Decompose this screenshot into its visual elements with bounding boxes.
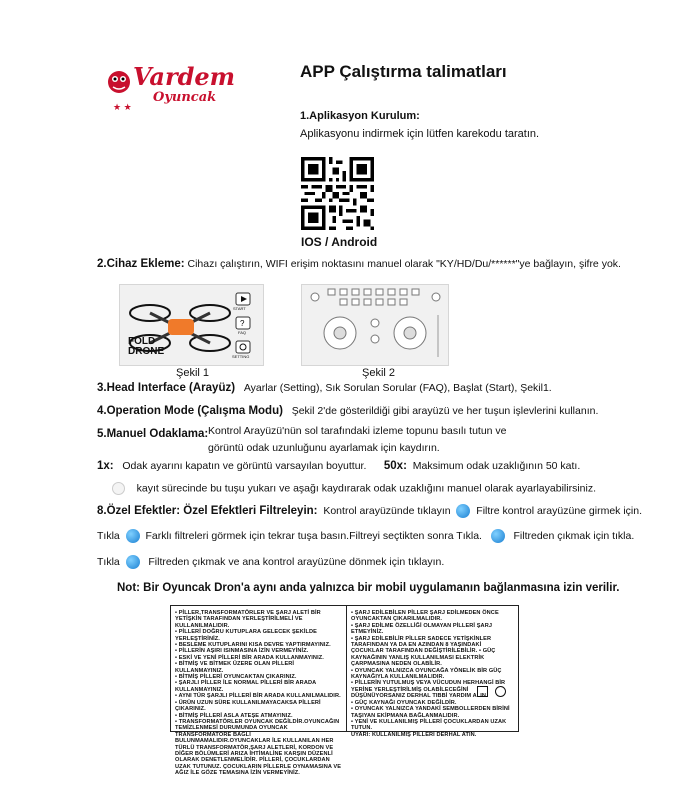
step1-heading: 1.Aplikasyon Kurulum: <box>300 110 420 122</box>
step4-label: 4.Operation Mode (Çalışma Modu) <box>97 405 283 417</box>
warning-item: • ÜRÜN UZUN SÜRE KULLANILMAYACAKSA PİLLERİ ÇIKARINIZ. <box>175 699 321 713</box>
filter-icon[interactable] <box>456 504 470 518</box>
step5-line2: görüntü odak uzunluğunu ayarlamak için kaydırın. <box>208 442 440 454</box>
fig1-btn-label-setting: SETTING <box>232 354 250 359</box>
figure-2-caption: Şekil 2 <box>362 367 396 379</box>
fig1-btn-label-faq: FAQ <box>238 330 247 335</box>
warning-box-left <box>170 605 347 777</box>
warning-item: • PİLLERİN AŞIRI ISINMASINA İZİN VERMEYİNİZ. <box>175 648 309 655</box>
figure-1-caption: Şekil 1 <box>176 367 210 379</box>
step3-text: Ayarlar (Setting), Sık Sorulan Sorular (FAQ), Başlat (Start), Şekil1. <box>243 382 552 394</box>
step2-row <box>97 258 621 270</box>
fig1-btn-label-start: START <box>233 306 246 311</box>
warning-item: • TRANSFORMATÖRLER OYUNCAK DEĞİLDİR.OYUNCAĞIN TEMİZLENMESİ DURUMUNDA OYUNCAK TRANSFORMATÖRE BAĞLI BULUNMAMALIDIR.OYUNCAKLAR İLE KULLANILAN HER TÜRLÜ TRANSFORMATÖR,ŞARJ ALETLERİ, KORDON VE DİĞER BÖLÜMLERİ ARIZA İHTİMALİNE KARŞIN DÜZENLİ OLARAK DENETLENMELİDİR. PİLLERİ, ÇOCUKLARDAN UZAK TUTUNUZ. ÇOCUKLARIN PİLLERLE OYNAMASINA VE AĞIZ İLE GÖZE TEMASINA İZİN VERMEYİNİZ. <box>175 718 342 777</box>
focus-knob-icon[interactable] <box>112 482 125 495</box>
filter-switch-icon[interactable] <box>126 529 140 543</box>
step8-text4: Filtreden çıkmak için tıkla. <box>513 529 635 542</box>
warning-item: • YENİ VE KULLANILMIŞ PİLLERİ ÇOCUKLARDAN UZAK TUTUN. <box>351 718 507 732</box>
record-text: kayıt sürecinde bu tuşu yukarı ve aşağı kaydırarak odak uzaklığını manuel olarak ayarlayabilirsiniz. <box>136 482 596 495</box>
zoom-1x-text: Odak ayarını kapatın ve görüntü varsayılan boyuttur. <box>122 460 367 472</box>
brand-logo <box>105 60 236 120</box>
warning-item: • ESKİ VE YENİ PİLLERİ BİR ARADA KULLANMAYINIZ. <box>175 654 324 661</box>
warning-list-left <box>175 610 342 777</box>
tikla-label: Tıkla <box>97 529 120 542</box>
zoom-1x-label: 1x: <box>97 460 114 472</box>
transformer-symbol-icon <box>477 686 488 697</box>
safety-symbols <box>477 684 506 702</box>
zoom-50x-label: 50x: <box>383 460 407 472</box>
warning-item: • OYUNCAK YALNIZCA YANDAKİ SEMBOLLERDEN BİRİNİ TAŞIYAN EKİPMANA BAĞLANMALIDIR. <box>351 706 510 719</box>
warning-box-right <box>346 605 519 738</box>
warning-item: • OYUNCAK YALNIZCA OYUNCAĞA YÖNELİK BİR GÜÇ KAYNAĞIYLA KULLANILMALIDIR. <box>351 667 502 681</box>
warning-item: • PİLLERİN YUTULMUŞ VEYA VÜCUDUN HERHANGİ BİR YERİNE YERLEŞTİRİLMİŞ OLABİLECEĞİNİ DÜŞÜNÜYORSANIZ DERHAL TIBBİ YARDIM ALIN. <box>351 680 506 700</box>
figure-1-image <box>119 284 264 366</box>
warning-item: • ŞARJ EDİLEBİLİR PİLLER SADECE YETİŞKİNLER TARAFINDAN YA DA EN AZINDAN 8 YAŞINDAKİ ÇOCUKLAR TARAFINDAN DEĞİŞTİRİLEBİLİR. • GÜÇ KAYNAĞININ YANLIŞ KULLANILMASI ELEKTRİK ÇARPMASINA NEDEN OLABİLİR. <box>351 635 496 668</box>
step4-text: Şekil 2'de gösterildiği gibi arayüzü ve her tuşun işlevlerini kullanın. <box>291 405 599 417</box>
qr-code[interactable] <box>301 157 374 230</box>
note-text: Not: Bir Oyuncak Dron'a aynı anda yalnızca bir mobil uygulamanın bağlanmasına izin verilir. <box>117 582 620 594</box>
qr-caption: IOS / Android <box>301 235 378 249</box>
warning-item: • GÜÇ KAYNAĞI OYUNCAK DEĞİLDİR. <box>351 699 457 706</box>
step3-label: 3.Head Interface (Arayüz) <box>97 382 236 394</box>
step3-row <box>97 382 552 394</box>
step8-row2 <box>97 529 634 543</box>
warning-item: • AYNI TÜR ŞARJLI PİLLERİ BİR ARADA KULLANILMALIDIR. <box>175 693 341 700</box>
tikla-label-2: Tıkla <box>97 555 120 568</box>
step8-row3 <box>97 555 444 569</box>
warning-item: UYARI: KULLANILMIŞ PİLLERİ DERHAL ATIN. <box>351 731 477 738</box>
warning-item: • PİLLERİ DOĞRU KUTUPLARA GELECEK ŞEKİLDE YERLEŞTİRİNİZ. <box>175 629 317 642</box>
step8-text1: Kontrol arayüzünde tıklayın <box>323 504 451 517</box>
logo-main-text: Vardem <box>133 62 236 91</box>
step5-line1: Kontrol Arayüzü'nün sol tarafındaki izleme topunu basılı tutun ve <box>208 425 507 437</box>
warning-item: • BİTMİŞ VE BİTMEK ÜZERE OLAN PİLLERİ KULLANMAYINIZ. <box>175 661 295 674</box>
warning-item: • BİTMİŞ PİLLERİ OYUNCAKTAN ÇIKARINIZ. <box>175 674 297 681</box>
svg-text:★ ★: ★ ★ <box>113 102 132 112</box>
warning-item: • ŞARJ EDİLEBİLEN PİLLER ŞARJ EDİLMEDEN ÖNCE OYUNCAKTAN ÇIKARILMALIDIR. <box>351 610 499 623</box>
warning-list-right <box>351 610 514 738</box>
figure-2-image <box>301 284 449 366</box>
warning-item: • BİTMİŞ PİLLERİ ASLA ATEŞE ATMAYINIZ. <box>175 712 293 719</box>
step4-row <box>97 405 598 417</box>
warning-item: • PİLLER,TRANSFORMATÖRLER VE ŞARJ ALETİ BİR YETİŞKİN TARAFINDAN YERLEŞTİRİLMELİ VE KULLANILMALIDIR. <box>175 610 321 629</box>
step8-label: 8.Özel Efektler: Özel Efektleri Filtreleyin: <box>97 504 318 517</box>
step8-text3: Farklı filtreleri görmek için tekrar tuşa basın.Filtreyi seçtikten sonra Tıkla. <box>145 529 482 542</box>
step2-label: 2.Cihaz Ekleme: <box>97 258 185 270</box>
filter-exit-icon[interactable] <box>126 555 140 569</box>
fig1-brand <box>128 337 164 357</box>
fig1-brand-line1: FOLD <box>128 336 156 347</box>
filter-select-icon[interactable] <box>491 529 505 543</box>
page-title: APP Çalıştırma talimatları <box>300 62 507 81</box>
record-row <box>112 482 596 495</box>
step8-text2: Filtre kontrol arayüzüne girmek için. <box>476 504 643 517</box>
zoom-50x-text: Maksimum odak uzaklığının 50 katı. <box>412 460 581 472</box>
fig1-brand-line2: DRONE <box>128 346 165 357</box>
step8-text5: Filtreden çıkmak ve ana kontrol arayüzüne dönmek için tıklayın. <box>148 555 445 568</box>
step5-label: 5.Manuel Odaklama: <box>97 428 209 440</box>
step2-text: Cihazı çalıştırın, WIFI erişim noktasını manuel olarak "KY/HD/Du/******"ye bağlayın, şifre yok. <box>187 258 621 270</box>
class-symbol-icon <box>495 686 506 697</box>
step1-text: Aplikasyonu indirmek için lütfen karekodu taratın. <box>300 128 540 140</box>
warning-item: • ŞARJLI PİLLER İLE NORMAL PİLLERİ BİR ARADA KULLANMAYINIZ. <box>175 680 317 693</box>
step8-row <box>97 504 642 518</box>
warning-item: • BESLEME KUTUPLARINI KISA DEVRE YAPTIRMAYINIZ. <box>175 642 331 649</box>
warning-item: • ŞARJ EDİLME ÖZELLİĞİ OLMAYAN PİLLERİ ŞARJ ETMEYİNİZ. <box>351 622 493 636</box>
logo-sub-text: Oyuncak <box>153 90 217 105</box>
zoom-row <box>97 460 580 472</box>
svg-text:?: ? <box>240 319 245 328</box>
